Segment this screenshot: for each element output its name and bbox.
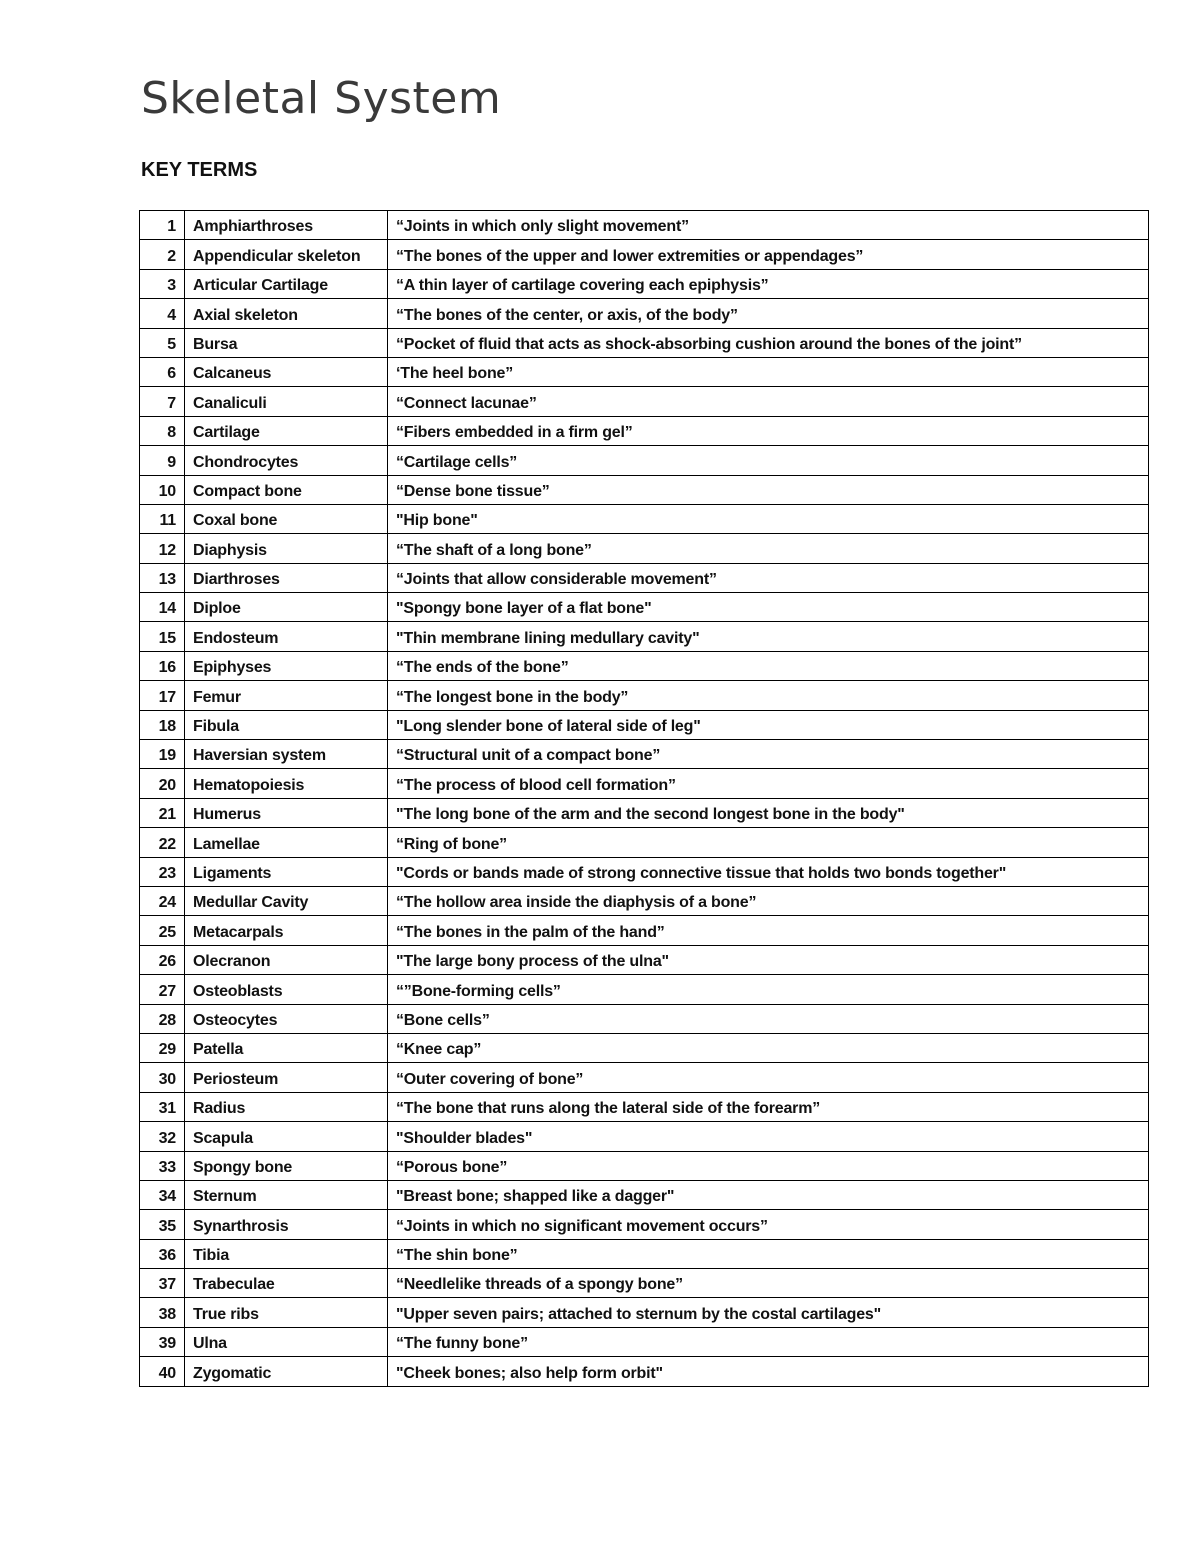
term-name: Coxal bone bbox=[185, 504, 388, 533]
table-row bbox=[140, 1357, 1149, 1386]
term-definition: “The longest bone in the body” bbox=[388, 681, 1149, 710]
table-row bbox=[140, 1033, 1149, 1062]
term-number: 40 bbox=[140, 1357, 185, 1386]
term-definition: “The process of blood cell formation” bbox=[388, 769, 1149, 798]
page-title: Skeletal System bbox=[141, 73, 502, 124]
table-row bbox=[140, 475, 1149, 504]
section-heading: KEY TERMS bbox=[141, 159, 258, 181]
table-row bbox=[140, 975, 1149, 1004]
term-name: Endosteum bbox=[185, 622, 388, 651]
table-row bbox=[140, 387, 1149, 416]
table-row bbox=[140, 1122, 1149, 1151]
key-terms-table bbox=[139, 210, 1149, 1387]
term-definition: “The bones of the center, or axis, of the body” bbox=[388, 299, 1149, 328]
table-row bbox=[140, 1298, 1149, 1327]
term-name: Olecranon bbox=[185, 945, 388, 974]
term-definition: “Fibers embedded in a firm gel” bbox=[388, 416, 1149, 445]
term-definition: “The shaft of a long bone” bbox=[388, 534, 1149, 563]
table-row bbox=[140, 416, 1149, 445]
term-definition: “Structural unit of a compact bone” bbox=[388, 740, 1149, 769]
table-row bbox=[140, 886, 1149, 915]
term-number: 7 bbox=[140, 387, 185, 416]
term-number: 35 bbox=[140, 1210, 185, 1239]
term-number: 24 bbox=[140, 886, 185, 915]
term-definition: "Shoulder blades" bbox=[388, 1122, 1149, 1151]
term-definition: “Joints in which no significant movement occurs” bbox=[388, 1210, 1149, 1239]
term-number: 37 bbox=[140, 1269, 185, 1298]
table-row bbox=[140, 916, 1149, 945]
term-number: 31 bbox=[140, 1092, 185, 1121]
term-number: 30 bbox=[140, 1063, 185, 1092]
term-name: Amphiarthroses bbox=[185, 211, 388, 240]
term-number: 21 bbox=[140, 798, 185, 827]
term-name: Osteoblasts bbox=[185, 975, 388, 1004]
table-row bbox=[140, 534, 1149, 563]
term-name: Radius bbox=[185, 1092, 388, 1121]
term-definition: “Joints in which only slight movement” bbox=[388, 211, 1149, 240]
term-name: Femur bbox=[185, 681, 388, 710]
term-definition: “The funny bone” bbox=[388, 1327, 1149, 1356]
term-number: 18 bbox=[140, 710, 185, 739]
term-name: Diaphysis bbox=[185, 534, 388, 563]
table-row bbox=[140, 1327, 1149, 1356]
table-row bbox=[140, 1210, 1149, 1239]
term-definition: "Upper seven pairs; attached to sternum by the costal cartilages" bbox=[388, 1298, 1149, 1327]
term-number: 34 bbox=[140, 1180, 185, 1209]
table-row bbox=[140, 857, 1149, 886]
term-name: Osteocytes bbox=[185, 1004, 388, 1033]
term-definition: ‘The heel bone” bbox=[388, 357, 1149, 386]
term-number: 12 bbox=[140, 534, 185, 563]
term-definition: “The ends of the bone” bbox=[388, 651, 1149, 680]
table-row bbox=[140, 328, 1149, 357]
term-number: 19 bbox=[140, 740, 185, 769]
term-number: 20 bbox=[140, 769, 185, 798]
term-name: Cartilage bbox=[185, 416, 388, 445]
term-definition: “The bones of the upper and lower extremities or appendages” bbox=[388, 240, 1149, 269]
term-definition: "Hip bone" bbox=[388, 504, 1149, 533]
term-name: Calcaneus bbox=[185, 357, 388, 386]
term-number: 26 bbox=[140, 945, 185, 974]
term-number: 32 bbox=[140, 1122, 185, 1151]
table-row bbox=[140, 504, 1149, 533]
term-name: Ligaments bbox=[185, 857, 388, 886]
term-definition: "Spongy bone layer of a flat bone" bbox=[388, 593, 1149, 622]
term-name: Spongy bone bbox=[185, 1151, 388, 1180]
term-name: Axial skeleton bbox=[185, 299, 388, 328]
term-definition: “The hollow area inside the diaphysis of a bone” bbox=[388, 886, 1149, 915]
term-name: Metacarpals bbox=[185, 916, 388, 945]
term-name: Tibia bbox=[185, 1239, 388, 1268]
term-number: 4 bbox=[140, 299, 185, 328]
term-name: Scapula bbox=[185, 1122, 388, 1151]
term-definition: “Porous bone” bbox=[388, 1151, 1149, 1180]
key-terms-table-body bbox=[140, 211, 1149, 1387]
term-number: 39 bbox=[140, 1327, 185, 1356]
term-definition: “Bone cells” bbox=[388, 1004, 1149, 1033]
table-row bbox=[140, 710, 1149, 739]
term-name: Periosteum bbox=[185, 1063, 388, 1092]
table-row bbox=[140, 769, 1149, 798]
term-definition: “Outer covering of bone” bbox=[388, 1063, 1149, 1092]
term-name: Diarthroses bbox=[185, 563, 388, 592]
table-row bbox=[140, 681, 1149, 710]
term-definition: “Cartilage cells” bbox=[388, 446, 1149, 475]
term-definition: “Knee cap” bbox=[388, 1033, 1149, 1062]
term-number: 1 bbox=[140, 211, 185, 240]
term-number: 16 bbox=[140, 651, 185, 680]
term-name: Synarthrosis bbox=[185, 1210, 388, 1239]
term-name: Ulna bbox=[185, 1327, 388, 1356]
term-number: 36 bbox=[140, 1239, 185, 1268]
table-row bbox=[140, 299, 1149, 328]
term-number: 33 bbox=[140, 1151, 185, 1180]
term-name: Sternum bbox=[185, 1180, 388, 1209]
term-definition: "Cords or bands made of strong connective tissue that holds two bonds together" bbox=[388, 857, 1149, 886]
table-row bbox=[140, 1151, 1149, 1180]
term-number: 17 bbox=[140, 681, 185, 710]
term-definition: “Ring of bone” bbox=[388, 828, 1149, 857]
table-row bbox=[140, 593, 1149, 622]
table-row bbox=[140, 1180, 1149, 1209]
term-number: 2 bbox=[140, 240, 185, 269]
term-number: 29 bbox=[140, 1033, 185, 1062]
term-name: Haversian system bbox=[185, 740, 388, 769]
table-row bbox=[140, 1239, 1149, 1268]
term-number: 14 bbox=[140, 593, 185, 622]
term-definition: "Thin membrane lining medullary cavity" bbox=[388, 622, 1149, 651]
term-definition: “The bone that runs along the lateral side of the forearm” bbox=[388, 1092, 1149, 1121]
term-name: Medullar Cavity bbox=[185, 886, 388, 915]
term-number: 11 bbox=[140, 504, 185, 533]
term-name: Hematopoiesis bbox=[185, 769, 388, 798]
table-row bbox=[140, 945, 1149, 974]
term-definition: “Dense bone tissue” bbox=[388, 475, 1149, 504]
term-name: Epiphyses bbox=[185, 651, 388, 680]
table-row bbox=[140, 357, 1149, 386]
table-row bbox=[140, 1092, 1149, 1121]
table-row bbox=[140, 740, 1149, 769]
term-name: Bursa bbox=[185, 328, 388, 357]
table-row bbox=[140, 1063, 1149, 1092]
term-definition: “Pocket of fluid that acts as shock-absorbing cushion around the bones of the joint” bbox=[388, 328, 1149, 357]
term-number: 15 bbox=[140, 622, 185, 651]
term-number: 27 bbox=[140, 975, 185, 1004]
term-definition: "Breast bone; shapped like a dagger" bbox=[388, 1180, 1149, 1209]
table-row bbox=[140, 1269, 1149, 1298]
term-name: Humerus bbox=[185, 798, 388, 827]
term-name: True ribs bbox=[185, 1298, 388, 1327]
term-name: Lamellae bbox=[185, 828, 388, 857]
table-row bbox=[140, 211, 1149, 240]
table-row bbox=[140, 828, 1149, 857]
term-number: 13 bbox=[140, 563, 185, 592]
term-name: Appendicular skeleton bbox=[185, 240, 388, 269]
term-definition: “The shin bone” bbox=[388, 1239, 1149, 1268]
table-row bbox=[140, 622, 1149, 651]
table-row bbox=[140, 1004, 1149, 1033]
term-name: Fibula bbox=[185, 710, 388, 739]
term-definition: "Cheek bones; also help form orbit" bbox=[388, 1357, 1149, 1386]
term-definition: “The bones in the palm of the hand” bbox=[388, 916, 1149, 945]
term-name: Articular Cartilage bbox=[185, 269, 388, 298]
term-definition: "The large bony process of the ulna" bbox=[388, 945, 1149, 974]
term-definition: "The long bone of the arm and the second longest bone in the body" bbox=[388, 798, 1149, 827]
term-number: 3 bbox=[140, 269, 185, 298]
term-name: Diploe bbox=[185, 593, 388, 622]
table-row bbox=[140, 651, 1149, 680]
term-definition: “Joints that allow considerable movement” bbox=[388, 563, 1149, 592]
term-name: Trabeculae bbox=[185, 1269, 388, 1298]
term-number: 25 bbox=[140, 916, 185, 945]
table-row bbox=[140, 269, 1149, 298]
term-definition: "Long slender bone of lateral side of leg" bbox=[388, 710, 1149, 739]
term-number: 38 bbox=[140, 1298, 185, 1327]
term-name: Canaliculi bbox=[185, 387, 388, 416]
term-definition: “A thin layer of cartilage covering each epiphysis” bbox=[388, 269, 1149, 298]
term-name: Compact bone bbox=[185, 475, 388, 504]
table-row bbox=[140, 563, 1149, 592]
term-number: 8 bbox=[140, 416, 185, 445]
term-number: 9 bbox=[140, 446, 185, 475]
term-name: Patella bbox=[185, 1033, 388, 1062]
table-row bbox=[140, 798, 1149, 827]
term-number: 22 bbox=[140, 828, 185, 857]
term-number: 28 bbox=[140, 1004, 185, 1033]
term-number: 5 bbox=[140, 328, 185, 357]
term-name: Chondrocytes bbox=[185, 446, 388, 475]
table-row bbox=[140, 446, 1149, 475]
table-row bbox=[140, 240, 1149, 269]
term-definition: “Connect lacunae” bbox=[388, 387, 1149, 416]
term-number: 6 bbox=[140, 357, 185, 386]
term-name: Zygomatic bbox=[185, 1357, 388, 1386]
term-number: 23 bbox=[140, 857, 185, 886]
term-definition: “”Bone-forming cells” bbox=[388, 975, 1149, 1004]
term-definition: “Needlelike threads of a spongy bone” bbox=[388, 1269, 1149, 1298]
term-number: 10 bbox=[140, 475, 185, 504]
